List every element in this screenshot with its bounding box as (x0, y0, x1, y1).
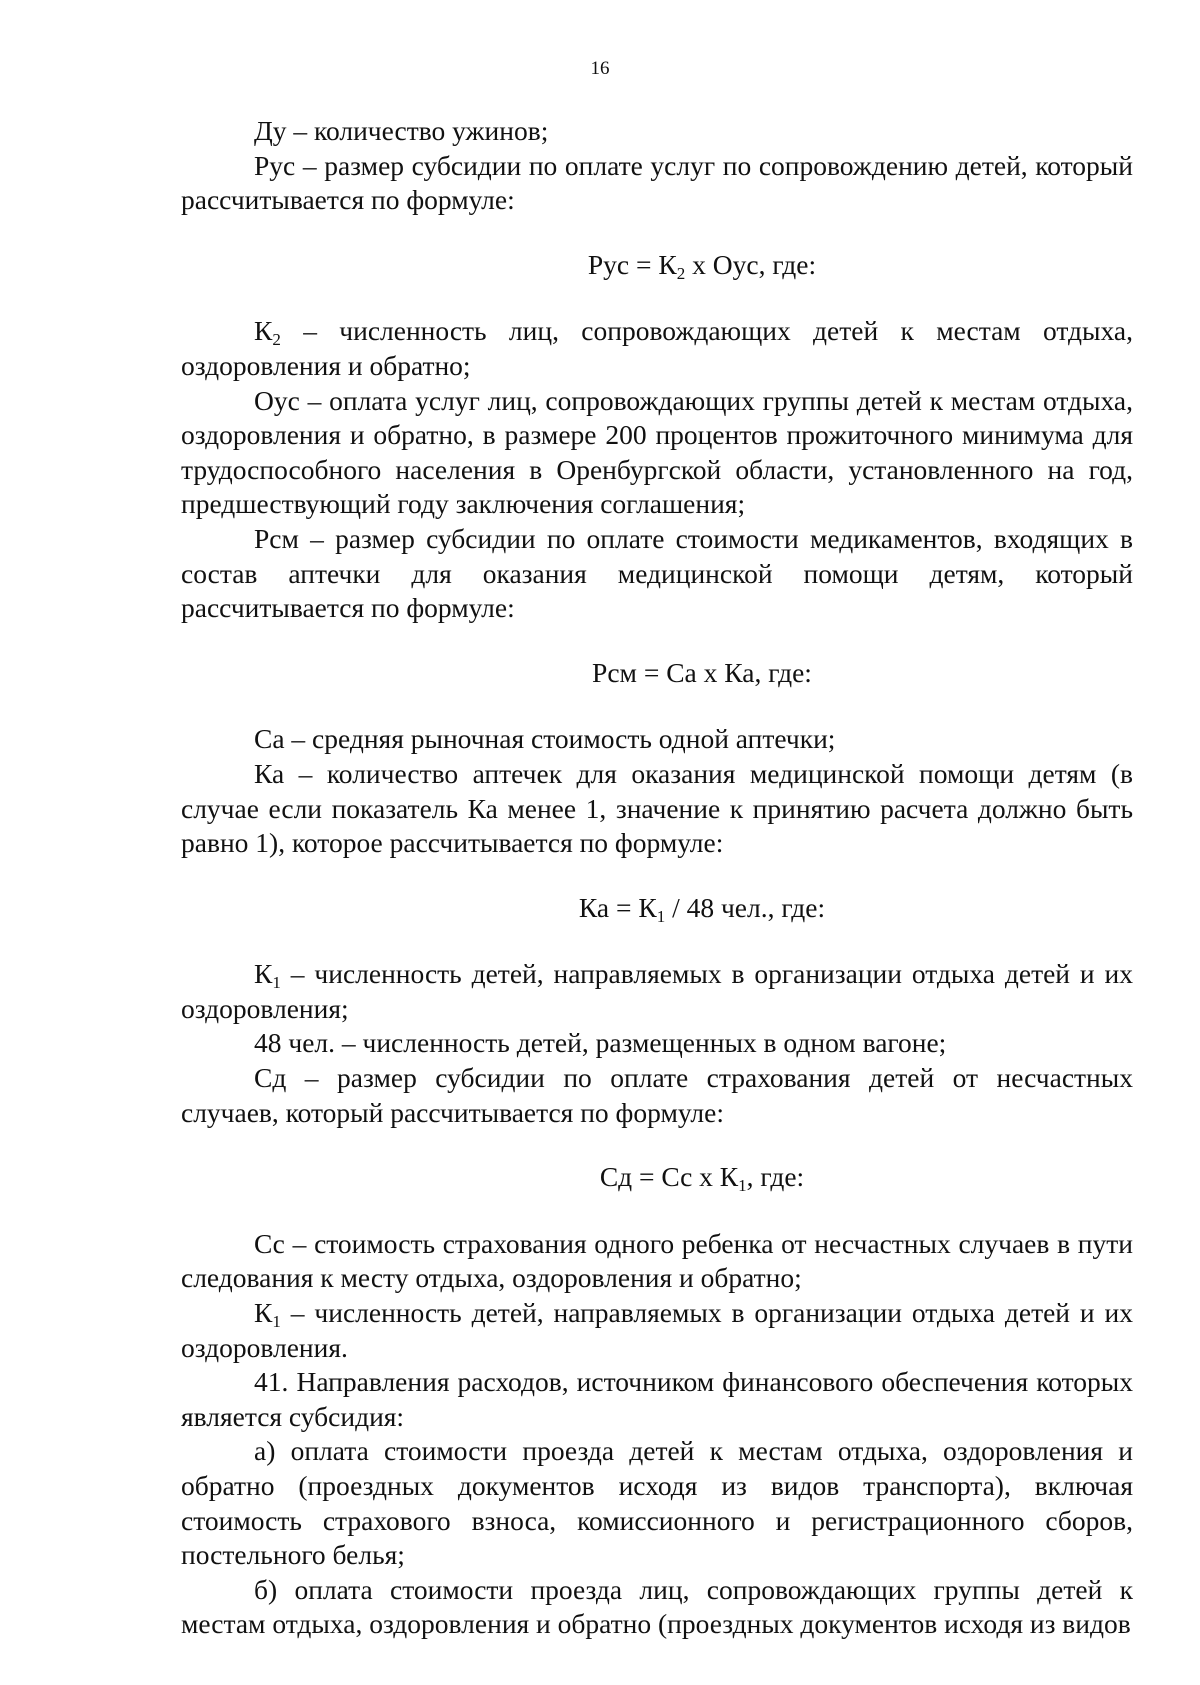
paragraph: $К_2$ – численность лиц, сопровождающих детей к местам отдыха, оздоровления и обратно; (181, 315, 1133, 381)
paragraph: Ка – количество аптечек для оказания медицинской помощи детям (в случае если показатель Ка менее 1, значение к принятию расчета должно быть равно 1), которое рассчитывается по формуле: (181, 757, 1133, 859)
paragraph: Рус – размер субсидии по оплате услуг по сопровождению детей, который рассчитывается по формуле: (181, 149, 1133, 216)
formula: Сд = Сс х $К_1$, где: (599, 1161, 805, 1196)
paragraph: а) оплата стоимости проезда детей к местам отдыха, оздоровления и обратно (проездных документов исходя из видов транспорта), включая стоимость страхового взноса, комиссионного и регистрационного сборов, постельного белья; (181, 1435, 1133, 1571)
paragraph: Сд – размер субсидии по оплате страхования детей от несчастных случаев, который рассчитывается по формуле: (181, 1062, 1133, 1128)
paragraph: Са – средняя рыночная стоимость одной аптечки; (254, 723, 836, 755)
paragraph: Рсм – размер субсидии по оплате стоимости медикаментов, входящих в состав аптечки для оказания медицинской помощи детям, который рассчитывается по формуле: (181, 522, 1133, 624)
formula: Рус = $К_2$ х Оус, где: (587, 248, 817, 283)
paragraph: $К_1$ – численность детей, направляемых в организации отдыха детей и их оздоровления; (181, 958, 1133, 1024)
paragraph: Оус – оплата услуг лиц, сопровождающих группы детей к местам отдыха, оздоровления и обратно, в размере 200 процентов прожиточного минимума для трудоспособного населения в Оренбургской области, установленного на год, предшествующий году заключения соглашения; (181, 384, 1133, 520)
formula: Ка = $К_1 / 48$ чел., где: (578, 891, 826, 926)
paragraph: Сс – стоимость страхования одного ребенка от несчастных случаев в пути следования к месту отдыха, оздоровления и обратно; (181, 1227, 1133, 1294)
paragraph: 48 чел. – численность детей, размещенных в одном вагоне; (254, 1027, 947, 1059)
paragraph: $К_1$ – численность детей, направляемых в организации отдыха детей и их оздоровления. (181, 1297, 1133, 1363)
paragraph: Ду – количество ужинов; (254, 115, 549, 146)
formula: Рсм = Са х Ка, где: (592, 656, 812, 688)
paragraph: б) оплата стоимости проезда лиц, сопровождающих группы детей к местам отдыха, оздоровления и обратно (проездных документов исходя из видов (181, 1573, 1133, 1640)
page-number: 16 (590, 58, 610, 79)
document-body (181, 114, 1133, 1642)
paragraph: 41. Направления расходов, источником финансового обеспечения которых является субсидия: (181, 1366, 1133, 1432)
